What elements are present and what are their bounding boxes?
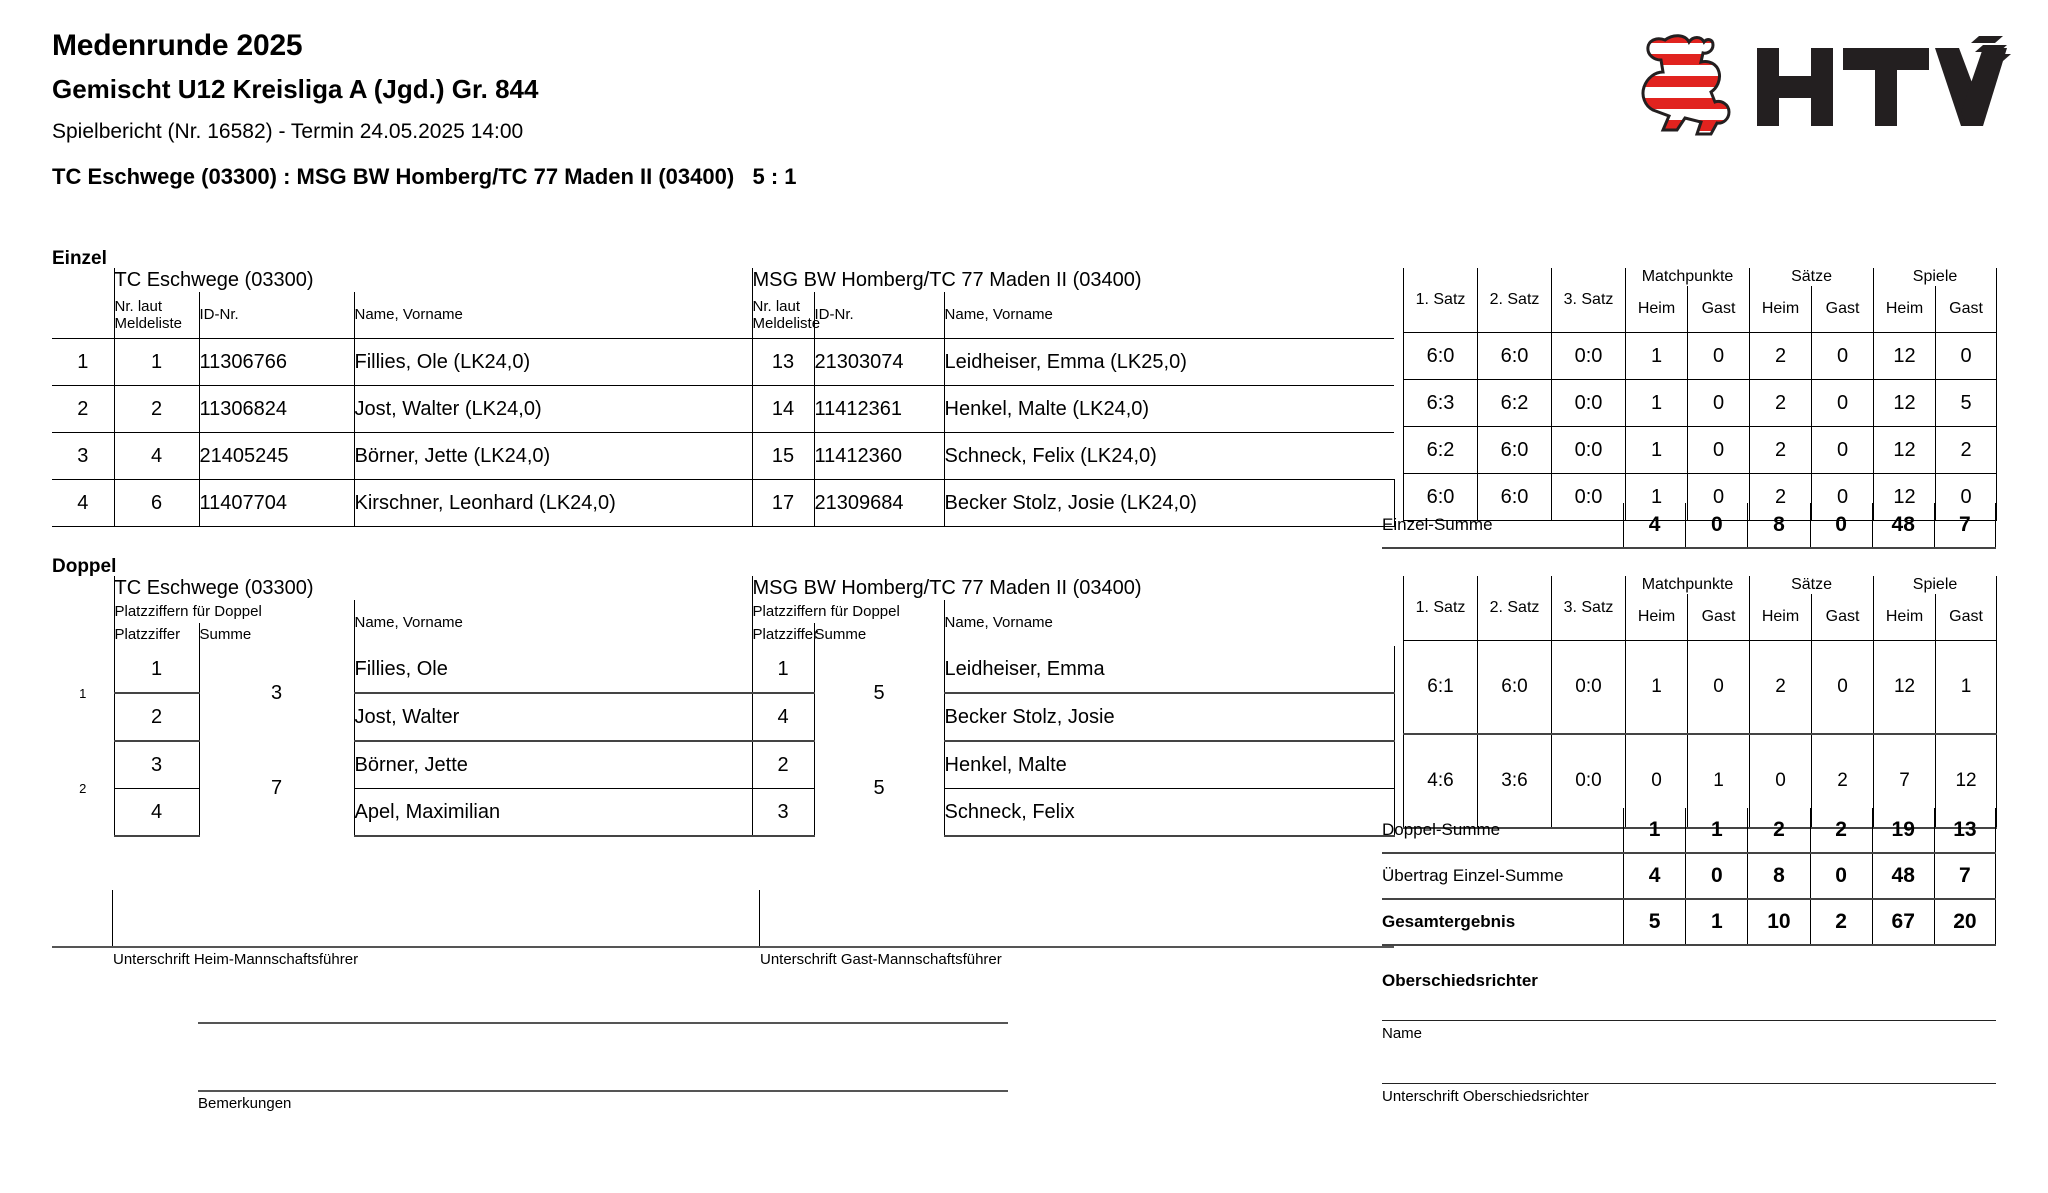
doppel-guest-platzziffer: 4 — [752, 693, 814, 741]
doppel-saetze-gast: 0 — [1812, 641, 1874, 735]
uebertrag-spiele-gast: 7 — [1934, 853, 1995, 899]
einzel-summe-label: Einzel-Summe — [1382, 515, 1493, 534]
doppel-guest-summe-header: Summe — [814, 623, 944, 646]
einzel-spiele-gast: 2 — [1936, 427, 1997, 474]
einzel-guest-id: 11412361 — [814, 386, 944, 433]
hessian-lion-icon — [1635, 26, 1745, 141]
doppel-group-header-row — [52, 600, 1394, 623]
doppel-guest-summe: 5 — [814, 741, 944, 836]
doppel-guest-player-name: Leidheiser, Emma — [944, 646, 1394, 693]
table-row — [52, 339, 1394, 386]
doppel-guest-player-name: Schneck, Felix — [944, 789, 1394, 837]
league-subtitle: Gemischt U12 Kreisliga A (Jgd.) Gr. 844 — [52, 73, 539, 104]
bemerkungen-rule-top — [198, 1022, 1008, 1024]
doppel-home-player-name: Börner, Jette — [354, 741, 752, 789]
uebertrag-mp-gast: 0 — [1686, 853, 1748, 899]
einzel-mp-heim-header: Heim — [1626, 286, 1688, 333]
doppel-guest-name-header: Name, Vorname — [944, 600, 1394, 646]
einzel-home-name-header: Name, Vorname — [354, 292, 752, 339]
page-title: Medenrunde 2025 — [52, 29, 303, 62]
gesamtergebnis-row — [1382, 899, 1996, 945]
uebertrag-saetze-heim: 8 — [1748, 853, 1810, 899]
einzel-home-id: 11306824 — [199, 386, 354, 433]
gesamtergebnis-spiele-heim: 67 — [1872, 899, 1934, 945]
doppel-guest-platzziffer: 2 — [752, 741, 814, 789]
einzel-players-table — [52, 268, 1395, 527]
einzel-home-name: Börner, Jette (LK24,0) — [354, 433, 752, 480]
oberschiedsrichter-sig-label: Unterschrift Oberschiedsrichter — [1382, 1088, 1589, 1105]
einzel-spiele-gast-header: Gast — [1936, 286, 1997, 333]
doppel-summe-spiele-heim: 19 — [1872, 808, 1934, 853]
einzel-mp-heim: 1 — [1626, 427, 1688, 474]
einzel-summe-mp-heim: 4 — [1624, 503, 1686, 548]
oberschiedsrichter-sig-rule — [1382, 1083, 1996, 1084]
doppel-players-table — [52, 576, 1395, 837]
doppel-guest-platzziffern-header: Platzziffern für Doppel — [752, 600, 944, 623]
einzel-guest-name: Henkel, Malte (LK24,0) — [944, 386, 1394, 433]
htv-wordmark — [1757, 36, 2011, 126]
doppel-saetze-heim-header: Heim — [1750, 594, 1812, 641]
doppel-home-name-header: Name, Vorname — [354, 600, 752, 646]
einzel-guest-nr-header-line2: Meldeliste — [752, 315, 821, 332]
einzel-scores-table — [1403, 268, 1997, 521]
einzel-guest-nr-header-line1: Nr. laut — [752, 297, 801, 315]
doppel-home-player-name: Jost, Walter — [354, 693, 752, 741]
sig-home-vertical-mark — [112, 890, 113, 947]
einzel-satz2: 6:0 — [1478, 427, 1552, 474]
bemerkungen-label: Bemerkungen — [198, 1095, 292, 1112]
table-row — [52, 433, 1394, 480]
doppel-guest-player-name: Henkel, Malte — [944, 741, 1394, 789]
doppel-spiele-heim: 12 — [1874, 641, 1936, 735]
bemerkungen-rule-bottom — [198, 1090, 1008, 1092]
doppel-saetze-heim: 2 — [1750, 641, 1812, 735]
einzel-row-pos: 2 — [77, 397, 89, 420]
doppel-row-pos: 2 — [79, 781, 87, 796]
doppel-saetze-gast: 2 — [1812, 734, 1874, 828]
report-info-line: Spielbericht (Nr. 16582) - Termin 24.05.2025 14:00 — [52, 119, 524, 143]
einzel-summe-saetze-heim: 8 — [1748, 503, 1810, 548]
einzel-satz2: 6:2 — [1478, 380, 1552, 427]
einzel-saetze-heim: 2 — [1750, 427, 1812, 474]
doppel-mp-heim: 1 — [1626, 641, 1688, 735]
doppel-summe-row — [1382, 808, 1996, 853]
einzel-guest-nr: 17 — [752, 480, 814, 527]
doppel-home-platzziffer: 1 — [114, 646, 199, 693]
table-row — [1404, 380, 1997, 427]
einzel-spiele-header: Spiele — [1874, 268, 1997, 286]
einzel-team-name-row — [52, 268, 1394, 292]
doppel-home-platzziffer: 4 — [114, 789, 199, 837]
doppel-home-platzziffer: 2 — [114, 693, 199, 741]
gesamtergebnis-spiele-gast: 20 — [1934, 899, 1995, 945]
einzel-home-id-header: ID-Nr. — [199, 292, 354, 339]
sig-home-label: Unterschrift Heim-Mannschaftsführer — [113, 951, 359, 968]
doppel-home-platzziffern-header: Platzziffern für Doppel — [114, 600, 354, 623]
spacer-cell — [52, 292, 114, 339]
table-row — [52, 386, 1394, 433]
einzel-home-nr-header-line1: Nr. laut — [114, 297, 163, 315]
einzel-column-header-row — [52, 292, 1394, 339]
einzel-satz3: 0:0 — [1552, 427, 1626, 474]
einzel-mp-heim: 1 — [1626, 474, 1688, 521]
einzel-satz1: 6:0 — [1404, 333, 1478, 380]
uebertrag-spiele-heim: 48 — [1872, 853, 1934, 899]
table-row — [52, 646, 1394, 693]
doppel-home-platzziffer-header: Platzziffer — [114, 623, 199, 646]
gesamtergebnis-mp-heim: 5 — [1624, 899, 1686, 945]
einzel-mp-gast: 0 — [1688, 380, 1750, 427]
doppel-guest-platzziffer: 3 — [752, 789, 814, 837]
gesamtergebnis-saetze-gast: 2 — [1810, 899, 1872, 945]
einzel-summe-spiele-heim: 48 — [1872, 503, 1934, 548]
einzel-home-nr-header-line2: Meldeliste — [114, 315, 183, 332]
doppel-summe-mp-heim: 1 — [1624, 808, 1686, 853]
doppel-satz1: 6:1 — [1404, 641, 1478, 735]
doppel-guest-summe: 5 — [814, 646, 944, 741]
einzel-summe-saetze-gast: 0 — [1810, 503, 1872, 548]
einzel-summe-spiele-gast: 7 — [1934, 503, 1995, 548]
einzel-satz3-header: 3. Satz — [1552, 268, 1626, 333]
doppel-guest-team-name: MSG BW Homberg/TC 77 Maden II (03400) — [752, 576, 1394, 600]
gesamtergebnis-saetze-heim: 10 — [1748, 899, 1810, 945]
doppel-home-summe: 3 — [199, 646, 354, 741]
einzel-satz2-header: 2. Satz — [1478, 268, 1552, 333]
einzel-summe-mp-gast: 0 — [1686, 503, 1748, 548]
htv-logo-svg — [1605, 26, 2020, 141]
einzel-saetze-heim: 2 — [1750, 333, 1812, 380]
einzel-satz1: 6:2 — [1404, 427, 1478, 474]
einzel-spiele-heim: 12 — [1874, 474, 1936, 521]
einzel-guest-nr: 15 — [752, 433, 814, 480]
spacer-cell — [52, 268, 114, 292]
doppel-mp-gast: 1 — [1688, 734, 1750, 828]
einzel-home-nr: 1 — [114, 339, 199, 386]
einzel-satz3: 0:0 — [1552, 380, 1626, 427]
einzel-home-id: 11407704 — [199, 480, 354, 527]
doppel-mp-heim-header: Heim — [1626, 594, 1688, 641]
einzel-saetze-gast: 0 — [1812, 333, 1874, 380]
oberschiedsrichter-name-label: Name — [1382, 1025, 1423, 1042]
doppel-summe-saetze-gast: 2 — [1810, 808, 1872, 853]
doppel-saetze-header: Sätze — [1750, 576, 1874, 594]
doppel-home-summe-header: Summe — [199, 623, 354, 646]
einzel-spiele-heim: 12 — [1874, 380, 1936, 427]
einzel-guest-name: Leidheiser, Emma (LK25,0) — [944, 339, 1394, 386]
doppel-satz1-header: 1. Satz — [1404, 576, 1478, 641]
einzel-summe-row — [1382, 503, 1996, 548]
doppel-guest-player-name: Becker Stolz, Josie — [944, 693, 1394, 741]
uebertrag-einzel-summe-row — [1382, 853, 1996, 899]
einzel-satz3: 0:0 — [1552, 333, 1626, 380]
doppel-satz2-header: 2. Satz — [1478, 576, 1552, 641]
doppel-saetze-heim: 0 — [1750, 734, 1812, 828]
einzel-saetze-gast: 0 — [1812, 474, 1874, 521]
einzel-guest-nr: 14 — [752, 386, 814, 433]
einzel-guest-id: 11412360 — [814, 433, 944, 480]
einzel-home-name: Fillies, Ole (LK24,0) — [354, 339, 752, 386]
einzel-satz1: 6:0 — [1404, 474, 1478, 521]
einzel-satz2: 6:0 — [1478, 333, 1552, 380]
einzel-guest-name: Becker Stolz, Josie (LK24,0) — [944, 480, 1394, 527]
einzel-saetze-header: Sätze — [1750, 268, 1874, 286]
einzel-matchpunkte-header: Matchpunkte — [1626, 268, 1750, 286]
einzel-saetze-heim: 2 — [1750, 380, 1812, 427]
gesamtergebnis-mp-gast: 1 — [1686, 899, 1748, 945]
doppel-home-summe: 7 — [199, 741, 354, 836]
doppel-satz3-header: 3. Satz — [1552, 576, 1626, 641]
doppel-home-player-name: Fillies, Ole — [354, 646, 752, 693]
doppel-mp-gast-header: Gast — [1688, 594, 1750, 641]
einzel-spiele-gast: 0 — [1936, 474, 1997, 521]
einzel-guest-team-name: MSG BW Homberg/TC 77 Maden II (03400) — [752, 268, 1394, 292]
einzel-section-label: Einzel — [52, 248, 107, 269]
einzel-satz1: 6:3 — [1404, 380, 1478, 427]
doppel-mp-heim: 0 — [1626, 734, 1688, 828]
einzel-guest-id: 21309684 — [814, 480, 944, 527]
gesamtergebnis-label: Gesamtergebnis — [1382, 912, 1516, 931]
totals-table — [1382, 808, 1996, 946]
einzel-spiele-gast: 5 — [1936, 380, 1997, 427]
einzel-home-id: 11306766 — [199, 339, 354, 386]
einzel-spiele-heim-header: Heim — [1874, 286, 1936, 333]
doppel-spiele-gast-header: Gast — [1936, 594, 1997, 641]
doppel-satz2: 6:0 — [1478, 641, 1552, 735]
spacer-cell — [52, 600, 114, 623]
einzel-home-name: Kirschner, Leonhard (LK24,0) — [354, 480, 752, 527]
document-header — [52, 30, 1452, 188]
einzel-home-nr: 6 — [114, 480, 199, 527]
einzel-home-name: Jost, Walter (LK24,0) — [354, 386, 752, 433]
spacer-cell — [52, 576, 114, 600]
einzel-mp-heim: 1 — [1626, 380, 1688, 427]
einzel-home-id: 21405245 — [199, 433, 354, 480]
spacer-cell — [52, 623, 114, 646]
sig-guest-label: Unterschrift Gast-Mannschaftsführer — [760, 951, 1002, 968]
doppel-summe-label: Doppel-Summe — [1382, 820, 1501, 839]
einzel-satz2: 6:0 — [1478, 474, 1552, 521]
einzel-saetze-gast-header: Gast — [1812, 286, 1874, 333]
table-row — [52, 480, 1394, 527]
doppel-satz1: 4:6 — [1404, 734, 1478, 828]
doppel-guest-platzziffer-header: Platzziffer — [752, 623, 814, 646]
doppel-spiele-gast: 12 — [1936, 734, 1997, 828]
doppel-spiele-heim-header: Heim — [1874, 594, 1936, 641]
einzel-mp-gast-header: Gast — [1688, 286, 1750, 333]
signature-rule — [52, 946, 1394, 948]
einzel-row-pos: 3 — [77, 444, 89, 467]
einzel-saetze-heim: 2 — [1750, 474, 1812, 521]
einzel-guest-id: 21303074 — [814, 339, 944, 386]
doppel-home-platzziffer: 3 — [114, 741, 199, 789]
einzel-home-team-name: TC Eschwege (03300) — [114, 268, 752, 292]
einzel-home-nr: 4 — [114, 433, 199, 480]
table-row — [1404, 333, 1997, 380]
einzel-mp-gast: 0 — [1688, 474, 1750, 521]
doppel-satz2: 3:6 — [1478, 734, 1552, 828]
doppel-summe-saetze-heim: 2 — [1748, 808, 1810, 853]
oberschiedsrichter-title: Oberschiedsrichter — [1382, 971, 1538, 990]
table-row — [1404, 427, 1997, 474]
einzel-guest-nr-header — [752, 292, 821, 339]
doppel-home-team-name: TC Eschwege (03300) — [114, 576, 752, 600]
table-row — [1404, 641, 1997, 735]
doppel-spiele-gast: 1 — [1936, 641, 1997, 735]
einzel-saetze-gast: 0 — [1812, 427, 1874, 474]
doppel-home-player-name: Apel, Maximilian — [354, 789, 752, 837]
doppel-summe-mp-gast: 1 — [1686, 808, 1748, 853]
doppel-matchpunkte-header: Matchpunkte — [1626, 576, 1750, 594]
einzel-mp-gast: 0 — [1688, 427, 1750, 474]
uebertrag-saetze-gast: 0 — [1810, 853, 1872, 899]
table-row — [52, 741, 1394, 789]
einzel-row-pos: 1 — [77, 350, 89, 373]
einzel-guest-nr: 13 — [752, 339, 814, 386]
einzel-spiele-heim: 12 — [1874, 427, 1936, 474]
einzel-satz1-header: 1. Satz — [1404, 268, 1478, 333]
einzel-guest-name-header: Name, Vorname — [944, 292, 1394, 339]
doppel-spiele-heim: 7 — [1874, 734, 1936, 828]
doppel-row-pos: 1 — [79, 686, 87, 701]
doppel-scores-table — [1403, 576, 1997, 829]
einzel-row-pos: 4 — [77, 491, 89, 514]
einzel-mp-gast: 0 — [1688, 333, 1750, 380]
einzel-saetze-heim-header: Heim — [1750, 286, 1812, 333]
einzel-mp-heim: 1 — [1626, 333, 1688, 380]
einzel-spiele-gast: 0 — [1936, 333, 1997, 380]
uebertrag-label: Übertrag Einzel-Summe — [1382, 866, 1564, 885]
doppel-summe-spiele-gast: 13 — [1934, 808, 1995, 853]
sig-guest-vertical-mark — [759, 890, 760, 947]
doppel-satz3: 0:0 — [1552, 641, 1626, 735]
doppel-satz3: 0:0 — [1552, 734, 1626, 828]
einzel-score-group-header-row — [1404, 268, 1997, 286]
doppel-mp-gast: 0 — [1688, 641, 1750, 735]
einzel-home-nr-header — [114, 292, 199, 339]
oberschiedsrichter-name-rule — [1382, 1020, 1996, 1021]
doppel-team-name-row — [52, 576, 1394, 600]
einzel-home-nr: 2 — [114, 386, 199, 433]
einzel-guest-id-header: ID-Nr. — [814, 292, 944, 339]
match-result-line: TC Eschwege (03300) : MSG BW Homberg/TC 77 Maden II (03400) 5 : 1 — [52, 163, 797, 189]
htv-logo — [1600, 24, 2020, 142]
doppel-saetze-gast-header: Gast — [1812, 594, 1874, 641]
einzel-summe-table — [1382, 503, 1996, 549]
doppel-guest-platzziffer: 1 — [752, 646, 814, 693]
uebertrag-mp-heim: 4 — [1624, 853, 1686, 899]
einzel-satz3: 0:0 — [1552, 474, 1626, 521]
einzel-saetze-gast: 0 — [1812, 380, 1874, 427]
doppel-spiele-header: Spiele — [1874, 576, 1997, 594]
einzel-spiele-heim: 12 — [1874, 333, 1936, 380]
einzel-guest-name: Schneck, Felix (LK24,0) — [944, 433, 1394, 480]
doppel-section-label: Doppel — [52, 556, 117, 577]
doppel-score-group-header-row — [1404, 576, 1997, 594]
